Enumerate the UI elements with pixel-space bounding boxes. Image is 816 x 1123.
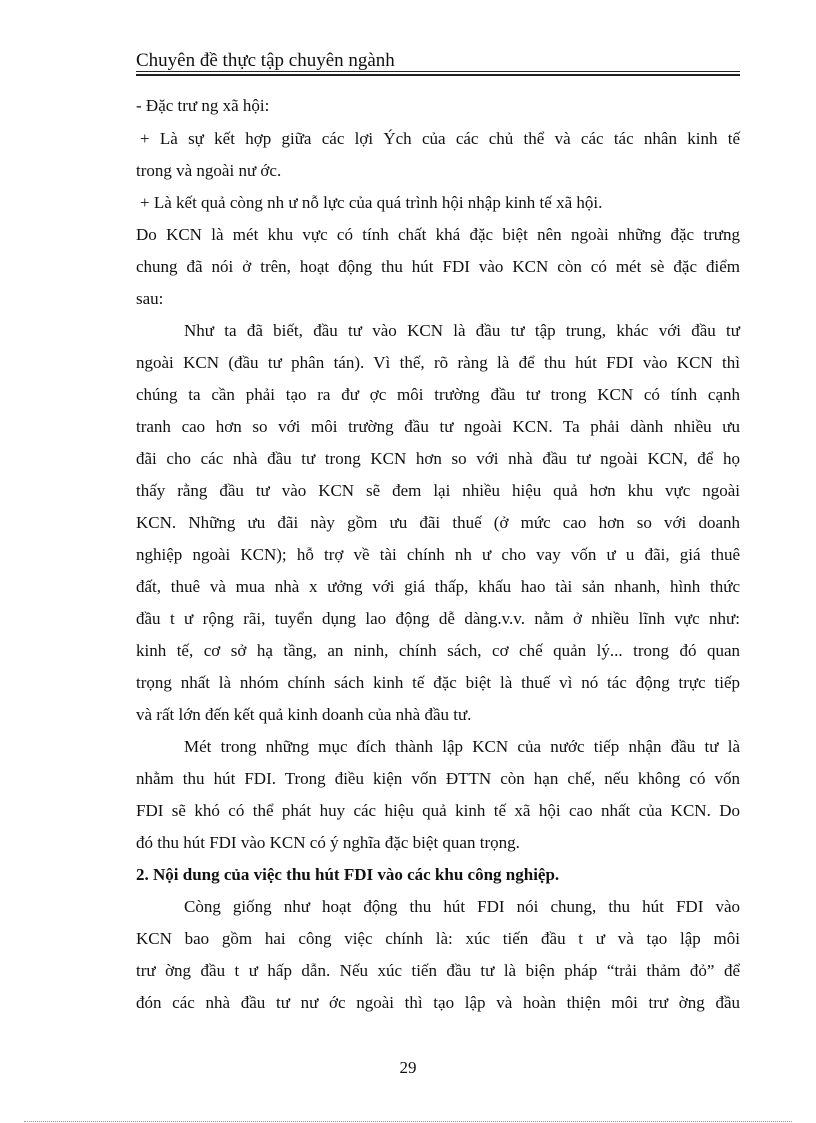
text-line: trọng nhất là nhóm chính sách kinh tế đặc biệt là thuế vì nó tác động trực tiếp — [136, 673, 740, 692]
header-title: Chuyên đề thực tập chuyên ngành — [136, 50, 395, 71]
text-line: chung đã nói ở trên, hoạt động thu hút FDI vào KCN còn có mét sè đặc điểm — [136, 257, 740, 276]
text-line: Mét trong những mục đích thành lập KCN của nước tiếp nhận đầu tư là — [184, 737, 740, 756]
text-line: đầu t ư rộng rãi, tuyển dụng lao động dễ dàng.v.v. nằm ở nhiều lĩnh vực như: — [136, 609, 740, 628]
text-line: tranh cao hơn so với môi trường đầu tư ngoài KCN. Ta phải dành nhiều ưu — [136, 417, 740, 436]
text-line: đất, thuê và mua nhà x ưởng với giá thấp, khấu hao tài sản nhanh, hình thức — [136, 577, 740, 596]
text-line: trư ờng đầu t ư hấp dẫn. Nếu xúc tiến đầu tư là biện pháp “trải thảm đỏ” để — [136, 961, 740, 980]
text-line: + Là sự kết hợp giữa các lợi Ých của các chủ thể và các tác nhân kinh tế — [140, 129, 740, 148]
text-line: thấy rằng đầu tư vào KCN sẽ đem lại nhiều hiệu quả hơn khu vực ngoài — [136, 481, 740, 500]
header-rule-thin — [136, 71, 740, 72]
text-line: FDI sẽ khó có thể phát huy các hiệu quả kinh tế xã hội cao nhất của KCN. Do — [136, 801, 740, 820]
text-line: ngoài KCN (đầu tư phân tán). Vì thế, rõ ràng là để thu hút FDI vào KCN thì — [136, 353, 740, 372]
text-line: đó thu hút FDI vào KCN có ý nghĩa đặc biệt quan trọng. — [136, 833, 520, 852]
text-line: đãi cho các nhà đầu tư trong KCN hơn so với nhà đầu tư ngoài KCN, để họ — [136, 449, 740, 468]
text-line: đón các nhà đầu tư nư ớc ngoài thì tạo lập và hoàn thiện môi trư ờng đầu — [136, 993, 740, 1012]
text-line: Do KCN là mét khu vực có tính chất khá đặc biệt nên ngoài những đặc trưng — [136, 225, 740, 244]
text-line: nghiệp ngoài KCN); hỗ trợ về tài chính nh ư cho vay vốn ư u đãi, giá thuê — [136, 545, 740, 564]
section-heading: 2. Nội dung của việc thu hút FDI vào các khu công nghiệp. — [136, 865, 560, 884]
text-line: nhằm thu hút FDI. Trong điều kiện vốn ĐTTN còn hạn chế, nếu không có vốn — [136, 769, 740, 788]
page-number: 29 — [399, 1058, 417, 1077]
text-line: và rất lớn đến kết quả kinh doanh của nhà đầu tư. — [136, 705, 472, 724]
header-rule-thick — [136, 74, 740, 76]
text-line: Còng giống như hoạt động thu hút FDI nói chung, thu hút FDI vào — [184, 897, 740, 916]
text-line: KCN bao gồm hai công việc chính là: xúc tiến đầu t ư và tạo lập môi — [136, 929, 740, 948]
text-line: KCN. Những ưu đãi này gồm ưu đãi thuế (ở mức cao hơn so với doanh — [136, 513, 740, 532]
text-line: chúng ta cần phải tạo ra đư ợc môi trường đầu tư trong KCN có tính cạnh — [136, 385, 740, 404]
text-line: Như ta đã biết, đầu tư vào KCN là đầu tư tập trung, khác với đầu tư — [184, 321, 740, 340]
text-line: trong và ngoài nư ớc. — [136, 161, 282, 180]
text-line: kinh tế, cơ sở hạ tầng, an ninh, chính sách, cơ chế quản lý... trong đó quan — [136, 641, 740, 660]
text-line: - Đặc trư ng xã hội: — [136, 96, 270, 115]
text-line: sau: — [136, 289, 164, 308]
text-line: + Là kết quả còng nh ư nỗ lực của quá trình hội nhập kinh tế xã hội. — [140, 193, 603, 212]
page-bottom-divider — [24, 1121, 792, 1122]
